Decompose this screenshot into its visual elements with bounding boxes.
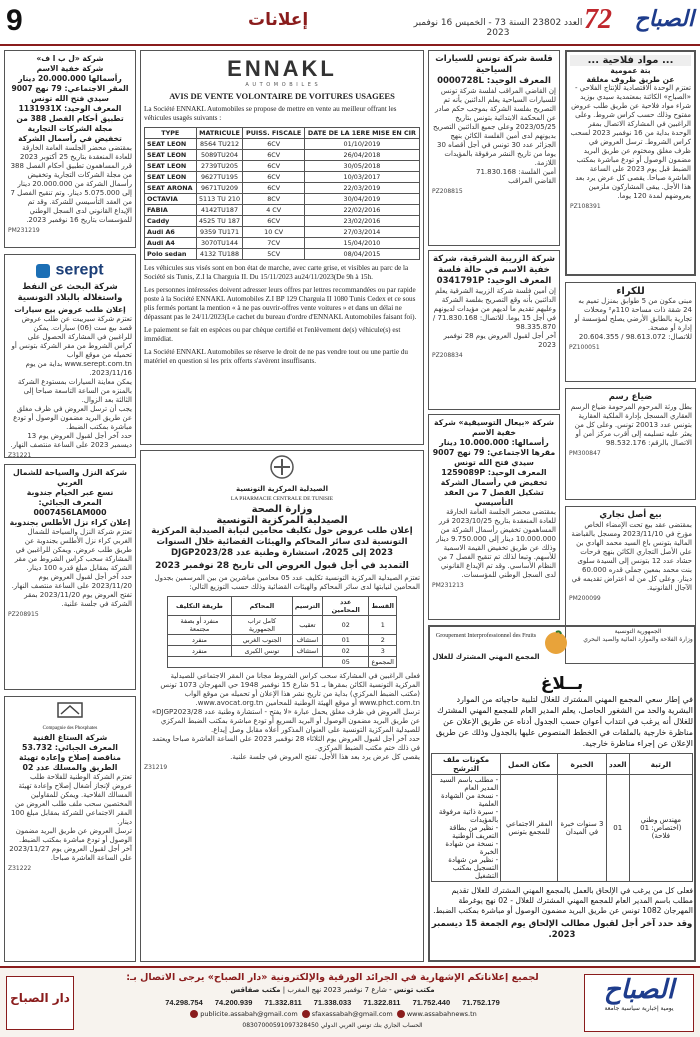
table-cell: 1 (369, 616, 397, 635)
dar-assabah-logo: دار الصباح (6, 976, 74, 1030)
faillite-1-title: فلسة شركة تونس للسيارات السياحية المعرف الوحيد: 0000728L (435, 54, 553, 86)
table-row (145, 161, 420, 172)
table-cell: 02 (322, 616, 369, 635)
issue-info: العدد 23802 السنة 73 - الخميس 16 نوفمبر 2023 (413, 18, 583, 38)
serept-logo-text: serept (55, 261, 104, 279)
table-cell: استئناف (292, 635, 322, 646)
capital-code: PM231213 (432, 582, 464, 589)
pharmacie-col-header: عدد المحامين (322, 597, 369, 616)
ennakl-col-header: TYPE (145, 128, 197, 139)
footer-bank: الحساب الجاري بنك تونس العربي الدولي 08307000591097328450 (242, 1022, 423, 1029)
tourism-title: شركة النزل والسياحة للشمال الغربي نسع عبر الخيام جندوبة المعرف الجبائي: 0007456LAM000 إعلان كراء نزل الأطلس بجندوبة (9, 468, 131, 527)
table-cell: 6CV (243, 183, 304, 194)
table-cell: 10 CV (243, 227, 304, 238)
pharmacie-col-header: طريقة التكليف (168, 597, 232, 616)
table-cell: 8CV (243, 194, 304, 205)
table-cell: 6CV (243, 161, 304, 172)
giaf-fr: Groupement Interprofessionnel des Fruits (435, 633, 537, 639)
serept-title: شركة البحث عن النفط واستغلاله بالبلاد التونسية (17, 281, 123, 303)
agri-ad (565, 50, 696, 276)
footer-slogan: لجميع إعلاناتكم الإشهارية في الجرائد الورقية والإلكترونية «دار الصباح» يرجى الاتصال بـ: (126, 972, 539, 983)
table-cell: 30/05/2018 (304, 161, 419, 172)
table-cell: 02 (322, 646, 369, 657)
table-cell: 2739TU205 (196, 161, 243, 172)
lost-title: ضياع رسم (608, 392, 653, 402)
table-cell: SEAT LEON (145, 172, 197, 183)
road-code: Z31222 (8, 865, 32, 872)
lpaf-title: شركة «ل ب ا ف» شركة خفية الاسم رأسمالها 20.000.000 دينار المقر الاجتماعي: 79 نهج 9007 سيدي فتح الله تونس المعرف الوحيد: 1131931X تطبيق أحكام الفصل 388 من مجلة الشركات التجارية تخفيض في رأسمال الشركة (11, 54, 129, 143)
logo-word: الصباح (634, 6, 694, 32)
footer-phone: 71.338.033 (311, 998, 352, 1007)
left-column (4, 50, 136, 962)
table-row (145, 183, 420, 194)
serept-logo-icon (36, 264, 50, 278)
pharmacie-ministry: وزارة الصحة (251, 504, 313, 515)
total-empty (168, 657, 323, 668)
table-cell: 26/04/2018 (304, 150, 419, 161)
table-cell: 01 (606, 775, 629, 882)
table-cell: 3070TU144 (196, 238, 243, 249)
table-cell: منفرد (168, 646, 232, 657)
table-cell: 9671TU209 (196, 183, 243, 194)
fund-code: PM200099 (569, 595, 601, 602)
lost-body: بطل ورثة المرحوم المرحومة ضياع الرسم العقاري المسجل بإدارة الملكية العقارية بتونس عدد 20013 تونس. وعلى كل من يعثر عليه تسليمه إلى أقرب مركز أمن أو الاتصال بالرقم: 98.532.176 (570, 403, 692, 447)
ennakl-col-header: PUISS. FISCALE (243, 128, 304, 139)
ennakl-p2: Les personnes intéressées doivent adresser leurs offres par lettres recommandées ou par rapide poste à la Société ENNAKL Automobiles Z.I BP 129 Charguia II 1080 Tunis Cedex et ce sous plis fermés portant la mention « à ne pas ouvrir-offres vente voitures » et dans un délai ne dépassant pas le 24/11/2023(Le cachet du bureau d'ordre d'ENNAKL Automobiles faisant foi). (144, 286, 417, 321)
pharmacie-col-header: المحاكم (231, 597, 292, 616)
mid-right-column (428, 50, 560, 620)
balagh-outro-2: وقد حدد آخر أجل لقبول مطالب الإلحاق يوم الجمعة 15 ديسمبر 2023. (431, 919, 693, 940)
pharmacie-lot-table (167, 596, 397, 668)
table-cell: SEAT LEON (145, 150, 197, 161)
rent-title: للكراء (616, 286, 645, 297)
table-cell: SEAT LEON (145, 161, 197, 172)
ennakl-table-body (145, 139, 420, 260)
pharmacie-logo (144, 454, 420, 504)
balagh-col-header: مكونات ملف الترشح (432, 754, 501, 775)
pharmacie-table-body (168, 616, 397, 657)
page-number: 9 (6, 4, 23, 37)
ennakl-col-header: MATRICULE (196, 128, 243, 139)
table-cell: 3 (369, 646, 397, 657)
pharmacie-emblem-icon (262, 454, 302, 480)
fund-title: بيع أصل تجاري (599, 510, 662, 520)
table-cell: الجنوب الغربي (231, 635, 292, 646)
table-cell: 01 (322, 635, 369, 646)
table-cell: 6CV (243, 139, 304, 150)
capital-body: بمقتضى محضر الجلسة العامة الخارقة للعادة المنعقدة بتاريخ 2023/10/25 قرر المساهمون تخفيض رأسمال الشركة من 10.000.000 دينار إلى 9.750.000 دينار وذلك عن طريق تخفيض القيمة الاسمية للأسهم. وتبعا لذلك تم تنقيح الفصل 7 من النظام الأساسي. وقد تم الإيداع القانوني لدى السجل الوطني للمؤسسات. (436, 508, 556, 579)
lpaf-body: بمقتضى محضر الجلسة العامة الخارقة للعادة المنعقدة بتاريخ 25 أكتوبر 2023 قرر المساهمون تطبيق أحكام الفصل 388 من مجلة الشركات التجارية وتخفيض رأسمال الشركة من 20.000.000 دينار إلى 5.075.000 دينار. وتم تنقيح الفصل 7 من العقد التأسيسي للشركة. وقد تم الإيداع القانوني لدى السجل الوطني للمؤسسات بتاريخ 16 نوفمبر 2023. (10, 144, 132, 224)
section-title: إعلانات (248, 10, 309, 30)
page-footer (0, 966, 700, 1037)
footer-site[interactable]: www.assabahnews.tn (406, 1010, 477, 1018)
balagh-col-header: العدد (606, 754, 629, 775)
faillite-1-body: إن القاضي المراقب لفلسة شركة تونس للسيارات السياحية يعلم الدائنين بأنه تم التصريح بفلسة الشركة بموجب حكم صادر عن المحكمة الابتدائية بتونس بتاريخ 2023/05/25 وعلى جميع الدائنين التصريح بديونهم لدى أمين الفلسة الكائن بنهج الجزائر عدد 30 تونس في أجل أقصاه 30 يوما من تاريخ النشر مرفوقة بالمؤيدات اللازمة. أمين الفلسة: 71.830.168 القاضي المراقب (433, 87, 556, 185)
table-cell: - مطلب باسم السيد المدير العام - نسخة من الشهادة العلمية - سيرة ذاتية مرفوقة بالمؤيدات - نظير من بطاقة التعريف الوطنية - نسخة من شهادة الخبرة - نظير من شهادة التسجيل بمكتب التشغيل (432, 775, 501, 882)
road-logo (8, 700, 132, 733)
table-cell: 5113 TU 210 (196, 194, 243, 205)
table-cell: منفرد (168, 635, 232, 646)
table-cell: 9359 TU171 (196, 227, 243, 238)
balagh-col-header: الرتبة (629, 754, 692, 775)
newspaper-logo (584, 4, 694, 42)
ennakl-p1: Les véhicules sus visés sont en bon état de marche, avec carte grise, et visibles au parc de la Société sis Tunis, Z.I la Charguia II. Du 15/11/2023 au24/11/2023(De 9h à 15h. (144, 264, 409, 281)
table-cell: Caddy (145, 216, 197, 227)
ennakl-logo-text: ENNAKL (227, 56, 337, 81)
faillite-2-code: PZ208834 (432, 352, 463, 359)
agri-code: PZ108391 (570, 203, 601, 210)
lpaf-code: PM231219 (8, 227, 40, 234)
sfax-label: مكتب صفاقس (230, 986, 281, 994)
ennakl-table-header (145, 128, 420, 139)
table-cell: 23/02/2016 (304, 216, 419, 227)
table-cell: Audi A6 (145, 227, 197, 238)
capital-ad (428, 414, 560, 620)
table-row (145, 227, 420, 238)
table-cell: OCTAVIA (145, 194, 197, 205)
agri-body: تعتزم الوحدة الاقتصادية للإنتاج الفلاحي - «الصباح» الكائنة بمعتمدية سيدي بوزيد شراء مواد فلاحية عن طريق طلب عروض مفتوح وذلك حسب كراس شروط. وعلى الراغبين في المشاركة الاتصال بمقر الوحدة بداية من 16 نوفمبر 2023 لسحب كراس الشروط. ترسل العروض في ظرف مغلق ومختوم عن طريق البريد مضمون الوصول أو تودع مباشرة بمكتب الضبط قبل يوم 2023 على الساعة العاشرة صباحا. يقصى كل عرض يرد بعد هذا الأجل. يبقى المشاركون ملزمين بعروضهم لمدة 120 يوما. (570, 84, 691, 200)
balagh-col-header: الخبرة (558, 754, 607, 775)
ennakl-p3: Le paiement se fait en espèces ou par chèque certifié et l'enlèvement de(s) véhicule(s) est immédiat. (144, 326, 401, 343)
pharmacie-logo-fr: LA PHARMACIE CENTRALE DE TUNISIE (230, 496, 334, 502)
table-cell: 8564 TU212 (196, 139, 243, 150)
faillite-ad-2 (428, 250, 560, 410)
table-cell: 27/03/2014 (304, 227, 419, 238)
table-row (145, 139, 420, 150)
table-cell: 5CV (243, 249, 304, 260)
table-cell: Audi A4 (145, 238, 197, 249)
footer-phone: 74.298.754 (165, 998, 203, 1007)
road-logo-text: Compagnie des Phosphates (42, 726, 98, 731)
agri-title: ... مواد فلاحية ... (570, 55, 691, 66)
table-cell: 22/02/2016 (304, 205, 419, 216)
table-row (168, 646, 397, 657)
pharmacie-ad (140, 450, 424, 962)
table-cell: 4 CV (243, 205, 304, 216)
table-cell: 9627TU195 (196, 172, 243, 183)
table-cell: 3 سنوات خبرة في الميدان (558, 775, 607, 882)
table-row (145, 249, 420, 260)
footer-logo (584, 974, 694, 1032)
table-row (145, 216, 420, 227)
table-cell: 01/10/2019 (304, 139, 419, 150)
footer-phone: 71.752.440 (410, 998, 451, 1007)
footer-email-2[interactable]: sfaxassabah@gmail.com (311, 1010, 393, 1018)
table-cell: 30/04/2019 (304, 194, 419, 205)
total-value: 05 (322, 657, 369, 668)
road-ad (4, 696, 136, 962)
pharmacie-extension: التمديد في أجل قبول العروض الى تاريخ 28 نوفمبر 2023 (155, 561, 409, 571)
footer-logo-text: الصباح (603, 975, 675, 1005)
road-body: تعتزم الشركة الوطنية للفلاحة طلب عروض لإنجاز أشغال إصلاح وإعادة تهيئة المسالك الفلاحية. ويمكن للمقاولين المختصين سحب ملف طلب العروض من المقر الاجتماعي للشركة بمقابل مبلغ 100 دينار. ترسل العروض عن طريق البريد مضمون الوصول أو تودع مباشرة بمكتب الضبط. آخر أجل لقبول العروض يوم 2023/11/27 على الساعة العاشرة صباحا. (9, 773, 132, 862)
company-logo-icon (55, 700, 85, 720)
pharmacie-code: Z31219 (144, 764, 168, 771)
balagh-title: بــلاغ (540, 674, 584, 694)
pharmacie-org: الصيدلية المركزية التونسية (216, 515, 348, 526)
table-row (145, 205, 420, 216)
footer-phone: 71.332.811 (262, 998, 302, 1007)
tunis-label: مكتب تونس (393, 986, 435, 994)
faillite-2-body: إن أمين فلسة شركة الزريبة الشرقية يعلم الدائنين بأنه وقع التصريح بفلسة الشركة وعليهم تقديم ما لديهم من مؤيدات لديونهم في أجل 15 يوما. للاتصال: 71.830.168 / 98.335.870 آخر أجل لقبول العروض يوم 28 نوفمبر 2023 (432, 287, 556, 349)
footer-offices: مكتب تونس - شارع 7 نوفمبر 2023 نهج المغرب | مكتب صفاقس (230, 986, 435, 994)
rent-code: PZ100051 (569, 344, 600, 351)
table-cell: FABIA (145, 205, 197, 216)
pharmacie-col-header: الترسيم (292, 597, 322, 616)
rent-body: مبنى مكون من 5 طوابق بمنزل تميم به 24 شقة ذات مساحة 110م² ومحلات تجارية بالطابق الأرضي يصلح لمؤسسة أو إدارة أو مصحة. للاتصال: 98.613.072 / 20.604.355 (574, 297, 692, 341)
table-row (432, 775, 693, 882)
serept-logo (8, 260, 132, 280)
balagh-table-header (432, 754, 693, 775)
footer-phone: 74.200.939 (212, 998, 253, 1007)
table-row (168, 635, 397, 646)
pharmacie-table-header (168, 597, 397, 616)
table-cell: SEAT ARONA (145, 183, 197, 194)
footer-logo-sub: يومية إخبارية سياسية جامعة (604, 1005, 674, 1012)
faillite-1-code: PZ208815 (432, 188, 463, 195)
ennakl-logo (144, 56, 420, 88)
pharmacie-body: فعلى الراغبين في المشاركة سحب كراس الشروط مجانا من المقر الاجتماعي للصيدلية المركزية التونسية الكائن بمقرها بـ 51 شارع 15 نوفمبر 1948 حي المهرجان 1073 تونس (مكتب الضبط المركزي) بداية من تاريخ نشر هذا الإعلان أو تحميله من موقع الواب www.phct.com.tn أو موقع الهيئة الوطنية للمحامين www.avocat.org.tn. ترسل العروض في ظرف مغلق يحمل عبارة «لا يفتح - استشارة وطنية عدد DJGP2023/28» عن طريق البريد مضمون الوصول أو البريد السريع أو تودع مباشرة بمكتب الضبط المركزي للصيدلية المركزية التونسية على العنوان المذكور أعلاه مقابل وصل إيداع. حدد آخر أجل لقبول العروض يوم الثلاثاء 28 نوفمبر 2023 على الساعة العاشرة صباحا ويعتمد في ذلك ختم مكتب الضبط المركزي. يقصى كل عرض يرد بعد هذا الأجل. تفتح العروض في جلسة علنية. (151, 672, 420, 761)
tourism-body: تعتزم شركة النزل والسياحة للشمال الغربي كراء نزل الأطلس بجندوبة عن طريق طلب عروض. ويمكن للراغبين في المشاركة سحب كراس الشروط من مقر الشركة بمقابل مبلغ قدره 100 دينار. حدد آخر أجل لقبول العروض يوم 2023/11/20 على الساعة منتصف النهار. تفتح العروض يوم 2023/11/20 بمقر الشركة في جلسة علنية. (11, 528, 132, 608)
pharmacie-title: إعلان طلب عروض حول تكليف محامين لنيابة الصيدلية المركزية التونسية لدى سائر المحاكم والهيئات القضائية خلال السنوات 2023 إلى 2025، استشارة وطنية عدد DJGP2023/28 (151, 526, 413, 558)
balagh-republic: الجمهورية التونسية وزارة الفلاحة والموارد المائية والصيد البحري (583, 628, 693, 643)
rent-ad (565, 282, 696, 382)
table-cell: 2 (369, 635, 397, 646)
tunis-address: شارع 7 نوفمبر 2023 نهج المغرب (287, 986, 387, 994)
globe-icon (397, 1010, 405, 1018)
balagh-table (431, 753, 693, 882)
lpaf-ad (4, 50, 136, 248)
table-cell: 10/03/2017 (304, 172, 419, 183)
footer-phone-list (80, 998, 585, 1007)
table-cell: 5089TU204 (196, 150, 243, 161)
capital-title: شركة «بيعال التوسيقية» شركة خفية الاسم رأسمالها: 10.000.000 دينار مقرها الاجتماعي: 79 نهج 9007 سيدي فتح الله تونس المعرف الوحيد: 1259089P تخفيض في رأسمال الشركة تشكيل الفصل 7 من العقد التأسيسي (432, 418, 556, 507)
footer-email[interactable]: publicite.assabah@gmail.com (200, 1010, 298, 1018)
footer-phone: 71.752.179 (460, 998, 500, 1007)
email-icon-2 (302, 1010, 310, 1018)
ennakl-intro: La Société ENNAKL Automobiles se propose de mettre en vente au meilleur offrant les véhicules usagés suivants : (144, 105, 397, 122)
ennakl-p4: La Société ENNAKL Automobiles se réserve le droit de ne pas vendre tout ou une partie du matériel en question si les prix offerts s'avèrent insuffisants. (144, 348, 408, 365)
table-cell: 08/04/2015 (304, 249, 419, 260)
serept-body: تعتزم شركة سيريبت عن طلب عروض قصد بيع ست (06) سيارات. يمكن للراغبين في المشاركة الحصول على كراس الشروط من مقر الشركة بتونس أو تحميله من موقع الواب www.serept.com.tn بداية من يوم 2023/11/16. يمكن معاينة السيارات بمستودع الشركة بالمنزه من الساعة التاسعة صباحا إلى الثالثة بعد الزوال. يجب أن ترسل العروض في ظرف مغلق عن طريق البريد مضمون الوصول أو تودع مباشرة بمكتب الضبط. حدد آخر أجل لقبول العروض يوم 13 ديسمبر 2023 على الساعة منتصف النهار. (10, 314, 132, 449)
pharmacie-intro: تعتزم الصيدلية المركزية التونسية تكليف عدد 05 محامين مباشرين من بين المرسمين بجدول المحامين لنيابتها لدى سائر المحاكم والهيئات القضائية وذلك حسب التوزيع التالي: (154, 574, 420, 591)
table-cell: منفرد أو بصفة مجتمعة (168, 616, 232, 635)
total-label: المجموع (369, 657, 397, 668)
table-cell: 4132 TU188 (196, 249, 243, 260)
table-cell: استئناف (292, 646, 322, 657)
email-icon (190, 1010, 198, 1018)
table-cell: 22/03/2019 (304, 183, 419, 194)
table-cell: 7CV (243, 238, 304, 249)
table-cell: تونس الكبرى (231, 646, 292, 657)
table-cell: SEAT LEON (145, 139, 197, 150)
logo-number: 72 (584, 4, 612, 35)
ennakl-logo-sub: A U T O M O B I L E S (245, 82, 319, 88)
lost-code: PM300847 (569, 450, 601, 457)
balagh-header (431, 628, 693, 674)
lost-ad (565, 388, 696, 500)
ennakl-title: AVIS DE VENTE VOLONTAIRE DE VOITURES USAGEES (169, 91, 395, 101)
table-cell: 4142TU187 (196, 205, 243, 216)
serept-ad (4, 254, 136, 458)
table-cell: 4525 TU 187 (196, 216, 243, 227)
balagh-content (428, 625, 696, 962)
balagh-outro-1: فعلى كل من يرغب في الإلحاق بالعمل بالمجمع المهني المشترك للغلال تقديم مطلب باسم المدير العام للمجمع المهني المشترك للغلال - 02 نهج يوغرطة المهرجان 1082 تونس عن طريق البريد مضمون الوصول أو مباشرة بمكتب الضبط. (433, 886, 693, 915)
ennakl-ad (140, 50, 424, 445)
serept-subtitle: إعلان طلب عروض بيع سيارات (14, 304, 126, 314)
table-cell: 15/04/2010 (304, 238, 419, 249)
table-cell: 6CV (243, 216, 304, 227)
pharmacie-col-header: القسط (369, 597, 397, 616)
table-cell: Polo sedan (145, 249, 197, 260)
serept-code: Z31221 (8, 451, 32, 458)
faillite-ad-1 (428, 50, 560, 246)
road-title: شركة الستاغ الفنية المعرف الجبائي: 53.732 مناقصة إصلاح وإعادة تهيئة الطريق والمسلك عدد 02 (19, 733, 121, 772)
table-row (145, 150, 420, 161)
agri-subtitle: بتة عمومية عن طريق ظروف مغلقة (586, 66, 675, 84)
table-row (145, 238, 420, 249)
table-row (168, 616, 397, 635)
footer-phone: 71.322.811 (361, 998, 401, 1007)
pharmacie-total-row (168, 657, 397, 668)
page-header (0, 0, 700, 46)
ennakl-col-header: DATE DE LA 1ERE MISE EN CIR (304, 128, 419, 139)
fruit-logo-icon (543, 630, 569, 656)
table-row (145, 194, 420, 205)
footer-contacts (80, 1010, 585, 1018)
ennakl-vehicle-table (144, 127, 420, 260)
table-cell: تعقيب (292, 616, 322, 635)
balagh-intro: في إطار سعي المجمع المهني المشترك للغلال لتلبية حاجياته من الموارد البشرية والحد من الشغور الحاصل، يعلم المدير العام للمجمع المهني المشترك للغلال أنه يرغب في انتداب أعوان حسب الجدول أدناه عن طريق الإعلان عن مناظرة خارجية بالملفات في الخطط المنصوص عليها بالجدول وذلك عن طريق الإعلان عن إجراء مناظرة خارجية. (436, 695, 693, 748)
table-cell: 6CV (243, 150, 304, 161)
giaf-ar: المجمع المهني المشترك للغلال (432, 653, 540, 661)
table-cell: كامل تراب الجمهورية (231, 616, 292, 635)
table-cell: مهندس وطني (اختصاص: 01 فلاحة) (629, 775, 692, 882)
tourism-code: PZ208915 (8, 611, 39, 618)
balagh-col-header: مكان العمل (501, 754, 558, 775)
table-row (145, 172, 420, 183)
table-cell: المقر الاجتماعي للمجمع بتونس (501, 775, 558, 882)
pharmacie-logo-ar: الصيدلية المركزية التونسية (236, 485, 328, 493)
table-cell: 6CV (243, 172, 304, 183)
faillite-2-title: شركة الزريبة الشرقية، شركة خفية الاسم في حالة فلسة المعرف الوحيد: 0341791P (433, 254, 555, 286)
tourism-ad (4, 464, 136, 690)
fund-body: بمقتضى عقد بيع تحت الإمضاء الخاص مؤرخ في 2023/11/10 ومسجل بالقباضة المالية بتونس باع السيد محمد الهادي بن علي الأصل التجاري الكائن بنهج فرحات حشاد عدد 12 بتونس إلى السيدة سلوى بنت محمد بمعين جملي قدره 60.000 دينار. وعلى كل من له اعتراض تقديمه في الآجال القانونية. (571, 521, 692, 592)
